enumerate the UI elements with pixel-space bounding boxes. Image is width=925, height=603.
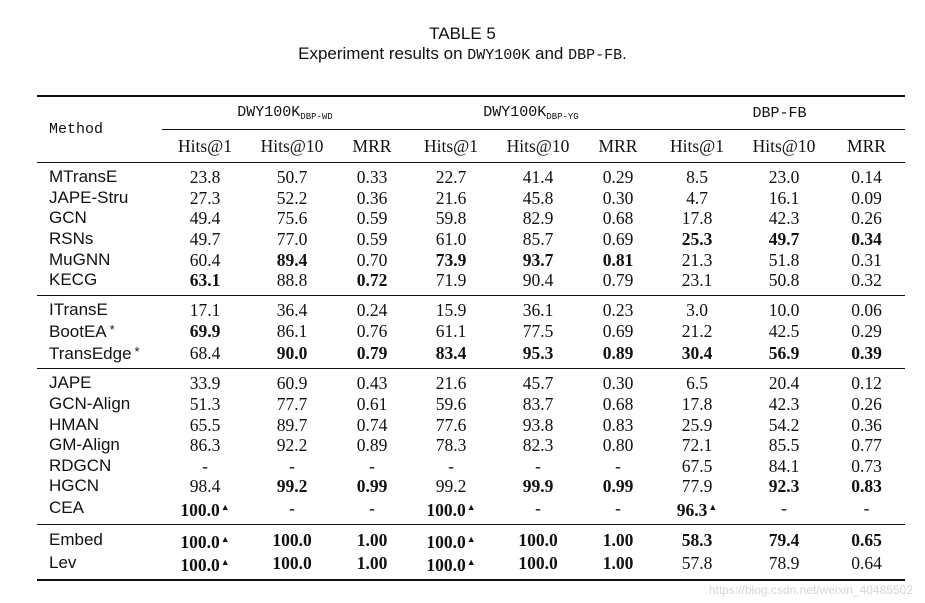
- table-cell: -: [615, 498, 621, 519]
- table-cell: 25.9: [681, 414, 713, 435]
- table-cell: 0.59: [356, 208, 388, 229]
- table-cell: 0.89: [602, 343, 634, 364]
- table-cell: 0.14: [851, 167, 882, 188]
- method-name: KECG: [49, 270, 98, 290]
- caption-dataset-2: DBP-FB: [568, 47, 623, 64]
- table-cell: 0.59: [356, 229, 388, 250]
- table-cell: 0.29: [851, 321, 882, 342]
- triangle-marker-icon: ▲: [466, 556, 476, 567]
- table-cell: 1.00: [582, 524, 654, 552]
- table-cell: 20.4: [740, 369, 828, 394]
- table-cell: -: [369, 455, 375, 476]
- table-cell: 0.70: [356, 249, 388, 270]
- triangle-marker-icon: ▲: [220, 533, 230, 544]
- table-cell: -: [289, 455, 295, 476]
- method-name: Embed: [37, 524, 162, 552]
- table-cell: 0.29: [602, 167, 634, 188]
- table-cell: 77.9: [681, 476, 713, 497]
- table-cell: 51.8: [768, 249, 800, 270]
- table-cell: 99.2: [276, 476, 308, 497]
- method-name: BootEA *: [49, 322, 115, 342]
- table-cell: 0.77: [851, 435, 882, 456]
- table-row: [37, 369, 905, 394]
- table-row: [37, 270, 905, 295]
- table-cell: 0.79: [602, 270, 634, 291]
- metric-header: Hits@10: [494, 130, 582, 163]
- table-cell: 82.9: [522, 208, 554, 229]
- table-cell: 22.7: [435, 167, 467, 188]
- group-header-1: $DWY100K_{DBP-WD}$: [162, 96, 408, 130]
- table-row: [37, 188, 905, 209]
- method-name: GCN: [49, 208, 87, 228]
- table-cell: 0.83: [602, 414, 634, 435]
- table-row: [37, 295, 905, 320]
- group-header-3: DBP-FB: [654, 96, 905, 130]
- table-cell: 23.1: [681, 270, 713, 291]
- method-name: TransEdge *: [49, 344, 140, 364]
- table-cell: 100.0: [248, 552, 336, 580]
- table-cell: 17.8: [681, 394, 713, 415]
- table-cell: 54.2: [768, 414, 800, 435]
- table-cell: 82.3: [522, 435, 554, 456]
- method-name: MTransE: [49, 167, 118, 187]
- table-cell: 21.6: [435, 187, 467, 208]
- method-name: HGCN: [49, 476, 100, 496]
- table-cell: 0.79: [356, 343, 388, 364]
- table-row: [37, 229, 905, 250]
- table-cell: 78.3: [435, 435, 467, 456]
- table-row: [37, 163, 905, 188]
- table-cell: 89.7: [276, 414, 308, 435]
- table-cell: 0.12: [828, 369, 905, 394]
- table-cell: -: [781, 498, 787, 519]
- asterisk-marker: *: [109, 322, 115, 338]
- table-cell: -: [289, 498, 295, 519]
- table-cell: 1.00: [582, 552, 654, 580]
- table-cell: 1.00: [336, 552, 408, 580]
- method-name: CEA: [49, 498, 84, 518]
- table-cell: 65.5: [189, 414, 221, 435]
- table-cell: 36.1: [494, 295, 582, 320]
- table-cell: 0.32: [851, 270, 882, 291]
- table-cell: 93.8: [522, 414, 554, 435]
- table-cell: 60.4: [189, 249, 221, 270]
- table-cell: 83.7: [522, 394, 554, 415]
- table-label: TABLE 5: [429, 24, 496, 43]
- table-cell: 93.7: [522, 249, 554, 270]
- table-cell: 83.4: [435, 343, 467, 364]
- table-cell: 100.0▲: [180, 499, 230, 520]
- table-cell: -: [535, 455, 541, 476]
- triangle-marker-icon: ▲: [708, 501, 718, 512]
- table-cell: 0.61: [356, 394, 388, 415]
- table-row: [37, 208, 905, 229]
- asterisk-marker: *: [134, 344, 140, 360]
- metric-header: MRR: [582, 130, 654, 163]
- table-cell: 57.8: [654, 552, 740, 580]
- table-cell: 23.0: [768, 167, 800, 188]
- table-cell: 17.1: [162, 295, 248, 320]
- table-cell: 0.68: [602, 394, 634, 415]
- method-name: Lev: [37, 552, 162, 580]
- table-cell: 73.9: [435, 249, 467, 270]
- table-cell: 72.1: [681, 435, 713, 456]
- table-cell: 100.0▲: [162, 552, 248, 580]
- table-row: [37, 249, 905, 270]
- method-name: RSNs: [49, 229, 94, 249]
- method-name: RDGCN: [49, 455, 112, 475]
- table-cell: 45.7: [494, 369, 582, 394]
- table-cell: 90.4: [522, 270, 554, 291]
- table-cell: 0.31: [851, 249, 882, 270]
- table-row: [37, 476, 905, 497]
- table-cell: 85.7: [522, 229, 554, 250]
- group-header-2: $DWY100K_{DBP-YG}$: [408, 96, 654, 130]
- table-cell: 0.69: [602, 321, 634, 342]
- table-cell: 67.5: [681, 455, 713, 476]
- table-cell: 30.4: [681, 343, 713, 364]
- table-cell: 49.7: [189, 229, 221, 250]
- table-row: [37, 320, 905, 342]
- table-cell: 59.8: [435, 208, 467, 229]
- table-cell: 42.3: [768, 394, 800, 415]
- triangle-marker-icon: ▲: [466, 533, 476, 544]
- table-cell: 42.5: [768, 321, 800, 342]
- table-row: [37, 456, 905, 477]
- table-cell: 21.3: [681, 249, 713, 270]
- table-cell: -: [863, 498, 870, 519]
- metric-header: Hits@10: [740, 130, 828, 163]
- table-cell: 68.4: [189, 343, 221, 364]
- table-cell: 41.4: [522, 167, 554, 188]
- table-cell: -: [202, 455, 208, 476]
- caption-and: and: [535, 44, 564, 63]
- table-cell: 79.4: [740, 524, 828, 552]
- table-cell: 52.2: [276, 187, 308, 208]
- table-cell: 77.7: [276, 394, 308, 415]
- table-cell: 71.9: [435, 270, 467, 291]
- table-cell: 75.6: [276, 208, 308, 229]
- table-row: [37, 552, 905, 580]
- table-cell: 63.1: [189, 270, 221, 291]
- table-cell: 23.8: [189, 167, 221, 188]
- table-cell: 49.4: [189, 208, 221, 229]
- results-table: [37, 95, 905, 581]
- table-cell: 90.0: [276, 343, 308, 364]
- table-cell: 8.5: [686, 167, 708, 188]
- table-cell: 10.0: [740, 295, 828, 320]
- table-caption: [0, 44, 925, 64]
- table-cell: 36.4: [248, 295, 336, 320]
- table-cell: 0.65: [828, 524, 905, 552]
- table-cell: 0.76: [356, 321, 388, 342]
- table-cell: 98.4: [189, 476, 221, 497]
- table-cell: 59.6: [435, 394, 467, 415]
- table-cell: 69.9: [189, 321, 221, 342]
- table-cell: 33.9: [162, 369, 248, 394]
- table-cell: 0.68: [602, 208, 634, 229]
- table-row: [37, 435, 905, 456]
- table-cell: 60.9: [248, 369, 336, 394]
- table-cell: -: [448, 455, 454, 476]
- metric-header: Hits@1: [654, 130, 740, 163]
- metric-header: MRR: [336, 130, 408, 163]
- method-name: MuGNN: [49, 249, 111, 269]
- table-cell: -: [535, 498, 541, 519]
- table-cell: 25.3: [681, 229, 713, 250]
- table-cell: 100.0: [494, 524, 582, 552]
- table-cell: 100.0: [248, 524, 336, 552]
- table-cell: 0.30: [602, 187, 634, 208]
- table-cell: 92.3: [768, 476, 800, 497]
- table-row: [37, 524, 905, 552]
- table-cell: 0.73: [851, 455, 882, 476]
- table-cell: 77.0: [276, 229, 308, 250]
- table-cell: 15.9: [408, 295, 494, 320]
- table-cell: 100.0▲: [408, 524, 494, 552]
- metric-header: Hits@1: [408, 130, 494, 163]
- table-cell: 0.81: [602, 249, 634, 270]
- table-cell: 0.89: [356, 435, 388, 456]
- table-cell: 50.7: [276, 167, 308, 188]
- table-cell: 49.7: [768, 229, 800, 250]
- table-cell: 50.8: [768, 270, 800, 291]
- table-cell: 51.3: [189, 394, 221, 415]
- table-cell: 4.7: [686, 187, 708, 208]
- method-name: GM-Align: [49, 435, 120, 455]
- table-cell: 0.80: [602, 435, 634, 456]
- table-cell: 0.09: [851, 187, 882, 208]
- table-cell: 77.6: [435, 414, 467, 435]
- table-cell: 78.9: [740, 552, 828, 580]
- table-cell: -: [615, 455, 621, 476]
- method-name: JAPE-Stru: [49, 187, 129, 207]
- table-cell: 100.0: [494, 552, 582, 580]
- table-cell: 84.1: [768, 455, 800, 476]
- method-name: JAPE: [37, 369, 162, 394]
- method-name: ITransE: [37, 295, 162, 320]
- table-cell: 100.0▲: [408, 552, 494, 580]
- table-cell: 0.34: [851, 229, 882, 250]
- table-cell: 85.5: [768, 435, 800, 456]
- table-cell: 99.9: [522, 476, 554, 497]
- table-cell: 0.36: [851, 414, 882, 435]
- table-cell: 0.64: [828, 552, 905, 580]
- table-cell: 27.3: [189, 187, 221, 208]
- table-row: [37, 342, 905, 369]
- triangle-marker-icon: ▲: [220, 556, 230, 567]
- triangle-marker-icon: ▲: [466, 501, 476, 512]
- table-cell: 99.2: [435, 476, 467, 497]
- method-header: Method: [37, 96, 162, 163]
- table-cell: 0.39: [851, 343, 882, 364]
- table-cell: 0.36: [356, 187, 388, 208]
- table-cell: 86.1: [276, 321, 308, 342]
- table-cell: 0.24: [336, 295, 408, 320]
- table-cell: 0.06: [828, 295, 905, 320]
- caption-dataset-1: DWY100K: [467, 47, 531, 64]
- method-name: GCN-Align: [49, 394, 131, 414]
- table-cell: 95.3: [522, 343, 554, 364]
- table-cell: 1.00: [336, 524, 408, 552]
- metric-header: Hits@1: [162, 130, 248, 163]
- table-cell: 42.3: [768, 208, 800, 229]
- table-cell: 0.69: [602, 229, 634, 250]
- watermark: https://blog.csdn.net/weixin_40485502: [708, 583, 913, 597]
- table-cell: 88.8: [276, 270, 308, 291]
- table-cell: 100.0▲: [426, 499, 476, 520]
- table-cell: 77.5: [522, 321, 554, 342]
- table-row: [37, 497, 905, 525]
- table-cell: 0.26: [851, 394, 882, 415]
- table-cell: 100.0▲: [162, 524, 248, 552]
- table-cell: 17.8: [681, 208, 713, 229]
- table-row: [37, 394, 905, 415]
- table-cell: 0.23: [582, 295, 654, 320]
- metric-header: MRR: [828, 130, 905, 163]
- table-cell: 92.2: [276, 435, 308, 456]
- metric-header: Hits@10: [248, 130, 336, 163]
- table-cell: 0.99: [602, 476, 634, 497]
- caption-text: Experiment results on: [298, 44, 463, 63]
- table-cell: 0.26: [851, 208, 882, 229]
- table-cell: 61.0: [435, 229, 467, 250]
- table-row: [37, 414, 905, 435]
- table-cell: 96.3▲: [676, 499, 718, 520]
- table-cell: 21.6: [408, 369, 494, 394]
- caption-period: .: [622, 44, 627, 63]
- table-cell: 0.72: [356, 270, 388, 291]
- table-cell: 6.5: [654, 369, 740, 394]
- table-cell: 0.83: [851, 476, 882, 497]
- table-cell: 16.1: [768, 187, 800, 208]
- method-name: HMAN: [49, 414, 100, 434]
- table-cell: -: [369, 498, 375, 519]
- table-cell: 0.30: [582, 369, 654, 394]
- table-cell: 86.3: [189, 435, 221, 456]
- triangle-marker-icon: ▲: [220, 501, 230, 512]
- table-cell: 21.2: [681, 321, 713, 342]
- table-cell: 89.4: [276, 249, 308, 270]
- table-cell: 0.74: [356, 414, 388, 435]
- table-cell: 3.0: [654, 295, 740, 320]
- table-cell: 0.33: [356, 167, 388, 188]
- table-cell: 45.8: [522, 187, 554, 208]
- table-cell: 58.3: [654, 524, 740, 552]
- table-cell: 56.9: [768, 343, 800, 364]
- table-cell: 0.43: [336, 369, 408, 394]
- table-cell: 61.1: [435, 321, 467, 342]
- table-cell: 0.99: [356, 476, 388, 497]
